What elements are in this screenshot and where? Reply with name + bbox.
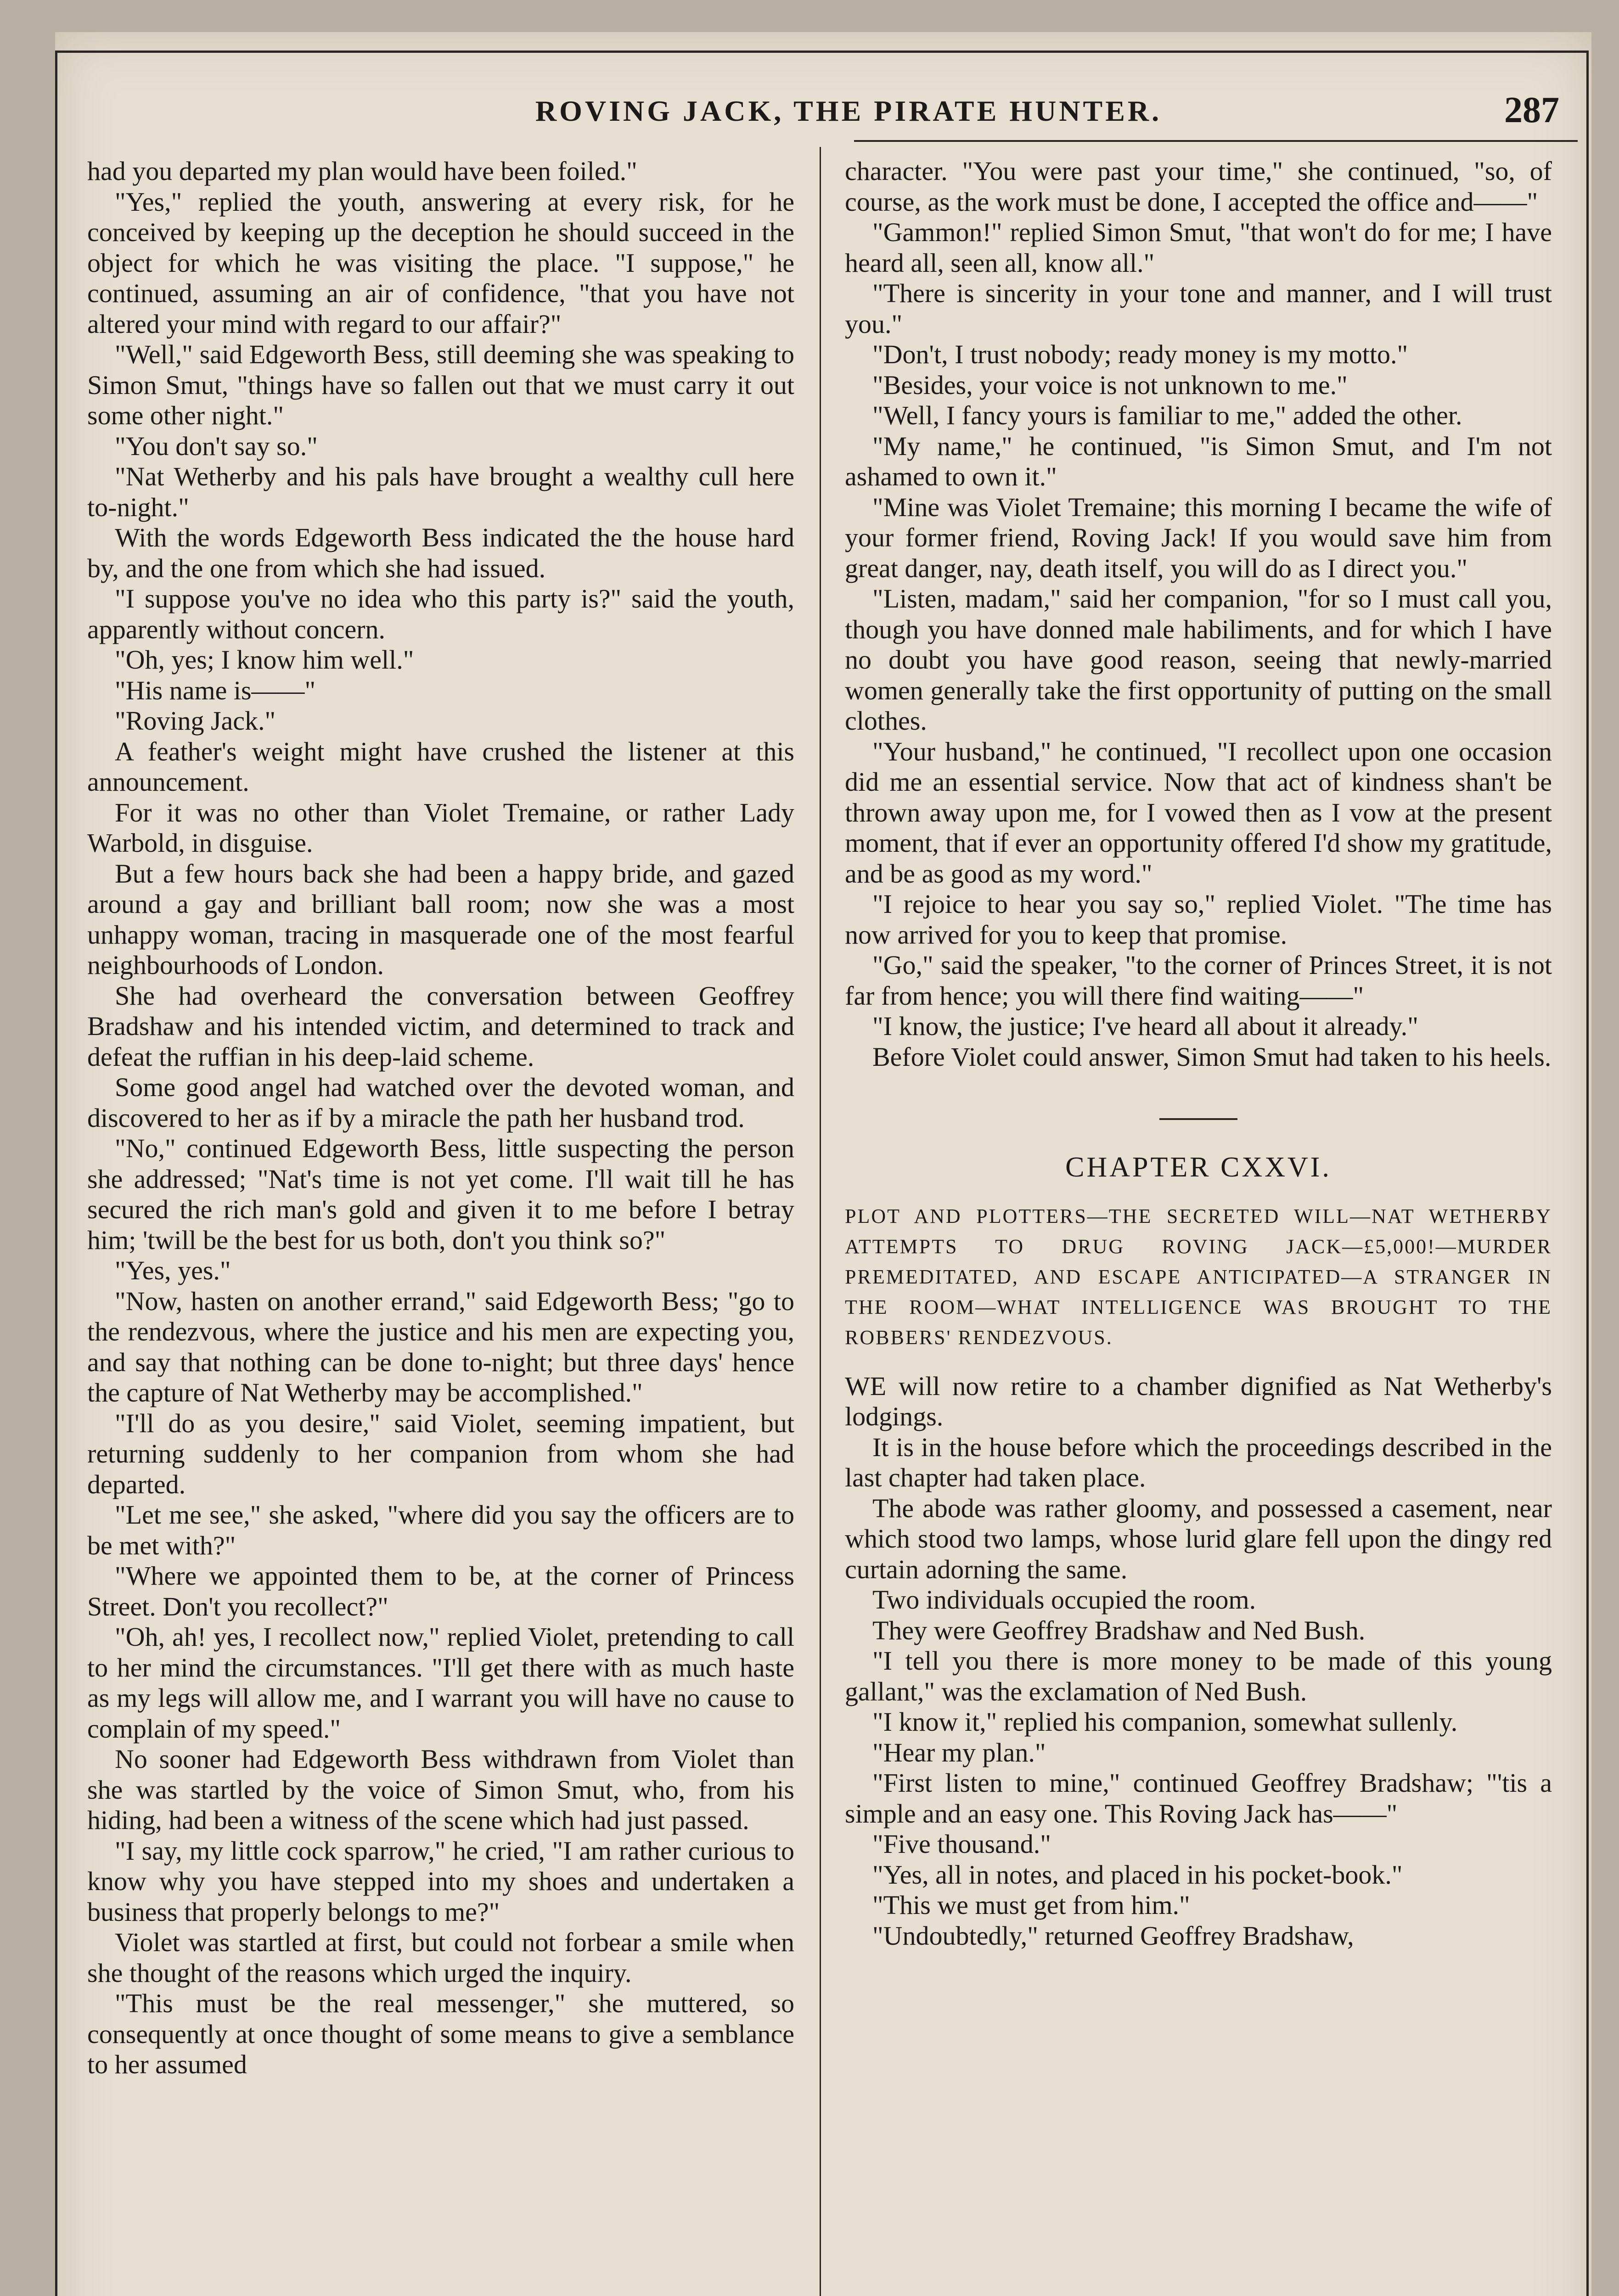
right-column (845, 156, 1552, 2296)
scene-break-rule (1159, 1118, 1237, 1120)
paragraph: "This must be the real messenger," she muttered, so consequently at once thought of some means to give a semblance to her assumed (87, 1988, 794, 2079)
paragraph: had you departed my plan would have been foiled." (87, 156, 637, 186)
paragraph: "There is sincerity in your tone and manner, and I will trust you." (845, 278, 1552, 339)
page-number: 287 (1504, 90, 1559, 130)
paragraph: "Hear my plan." (872, 1737, 1046, 1767)
chapter-synopsis: PLOT AND PLOTTERS—THE SECRETED WILL—NAT WETHERBY ATTEMPTS TO DRUG ROVING JACK—£5,000!—MURDER PREMEDITATED, AND ESCAPE ANTICIPATED—A STRANGER IN THE ROOM—WHAT INTELLIGENCE WAS BROUGHT TO THE ROBBERS' RENDEZVOUS. (845, 1204, 1552, 1349)
paragraph: No sooner had Edgeworth Bess withdrawn from Violet than she was startled by the voice of Simon Smut, who, from his hiding, had been a witness of the scene which had just passed. (87, 1744, 794, 1835)
paragraph: "I know, the justice; I've heard all about it already." (872, 1011, 1418, 1041)
paragraph: "I know it," replied his companion, somewhat sullenly. (872, 1707, 1458, 1737)
right-column-top (845, 156, 1552, 1072)
paragraph: "This we must get from him." (872, 1890, 1190, 1920)
paragraph: It is in the house before which the proceedings described in the last chapter had taken place. (845, 1432, 1552, 1492)
paragraph: Violet was startled at first, but could not forbear a smile when she thought of the reasons which urged the inquiry. (87, 1927, 794, 1988)
paragraph: "Where we appointed them to be, at the corner of Princess Street. Don't you recollect?" (87, 1561, 794, 1621)
paragraph: But a few hours back she had been a happy bride, and gazed around a gay and brilliant ball room; now she was a most unhappy woman, tracing in masquerade one of the most fearful neighbourhoods of London. (87, 858, 794, 980)
paragraph: A feather's weight might have crushed the listener at this announcement. (87, 736, 794, 797)
paragraph: character. "You were past your time," she continued, "so, of course, as the work must be done, I accepted the office and——" (845, 156, 1552, 217)
column-divider (820, 147, 821, 2296)
paragraph: "No," continued Edgeworth Bess, little suspecting the person she addressed; "Nat's time is not yet come. I'll wait till he has secured the rich man's gold and given it to me before I betray him; 'twill be the best for us both, don't you think so?" (87, 1133, 794, 1255)
paragraph: For it was no other than Violet Tremaine, or rather Lady Warbold, in disguise. (87, 797, 794, 858)
paragraph: WE will now retire to a chamber dignified as Nat Wetherby's lodgings. (845, 1371, 1552, 1431)
running-head (124, 90, 1573, 145)
header-rule (854, 140, 1578, 142)
paragraph: "Nat Wetherby and his pals have brought a wealthy cull here to-night." (87, 461, 794, 522)
paragraph: "My name," he continued, "is Simon Smut, and I'm not ashamed to own it." (845, 431, 1552, 491)
paragraph: "His name is——" (115, 675, 316, 705)
running-title: ROVING JACK, THE PIRATE HUNTER. (535, 95, 1162, 127)
paragraph: "Yes," replied the youth, answering at every risk, for he conceived by keeping up the deception he should succeed in the object for which he was visiting the place. "I suppose," he continued, assuming an air of confidence, "that you have not altered your mind with regard to our affair?" (87, 186, 794, 339)
paragraph: She had overheard the conversation between Geoffrey Bradshaw and his intended victim, and determined to track and defeat the ruffian in his deep-laid scheme. (87, 980, 794, 1072)
paragraph: "I rejoice to hear you say so," replied Violet. "The time has now arrived for you to keep that promise. (845, 889, 1552, 950)
paragraph: Two individuals occupied the room. (872, 1585, 1256, 1615)
paragraph: The abode was rather gloomy, and possessed a casement, near which stood two lamps, whose lurid glare fell upon the dingy red curtain adorning the same. (845, 1493, 1552, 1584)
paragraph: "Well, I fancy yours is familiar to me," added the other. (872, 400, 1462, 430)
paragraph: "Gammon!" replied Simon Smut, "that won't do for me; I have heard all, seen all, know all." (845, 217, 1552, 278)
paragraph: "I tell you there is more money to be made of this young gallant," was the exclamation of Ned Bush. (845, 1646, 1552, 1706)
paragraph: "Let me see," she asked, "where did you say the officers are to be met with?" (87, 1500, 794, 1560)
paragraph: "I say, my little cock sparrow," he cried, "I am rather curious to know why you have stepped into my shoes and undertaken a business that properly belongs to me?" (87, 1835, 794, 1927)
paragraph: "Yes, all in notes, and placed in his pocket-book." (872, 1859, 1403, 1890)
paragraph: "You don't say so." (115, 431, 318, 461)
paragraph: "First listen to mine," continued Geoffrey Bradshaw; "'tis a simple and an easy one. This Roving Jack has——" (845, 1768, 1552, 1829)
paragraph: "Undoubtedly," returned Geoffrey Bradshaw, (872, 1920, 1354, 1951)
chapter-heading: CHAPTER CXXVI. (1065, 1152, 1332, 1183)
left-column (87, 156, 794, 2296)
paragraph: "Five thousand." (872, 1829, 1051, 1859)
paragraph: "Go," said the speaker, "to the corner of Princes Street, it is not far from hence; you will there find waiting——" (845, 950, 1552, 1011)
paragraph: "Listen, madam," said her companion, "for so I must call you, though you have donned male habiliments, and for which I have no doubt you have good reason, seeing that newly-married women generally take the first opportunity of putting on the small clothes. (845, 584, 1552, 736)
paragraph: "Besides, your voice is not unknown to me." (872, 370, 1348, 400)
paragraph: "I suppose you've no idea who this party is?" said the youth, apparently without concern. (87, 584, 794, 644)
paragraph: "Your husband," he continued, "I recollect upon one occasion did me an essential service. Now that act of kindness shan't be thrown away upon me, for I vowed then as I vow at the present moment, that if ever an opportunity offered I'd show my gratitude, and be as good as my word." (845, 736, 1552, 889)
paragraph: "I'll do as you desire," said Violet, seeming impatient, but returning suddenly to her companion from whom she had departed. (87, 1408, 794, 1499)
paragraph: "Oh, ah! yes, I recollect now," replied Violet, pretending to call to her mind the circumstances. "I'll get there with as much haste as my legs will allow me, and I warrant you will have no cause to complain of my speed." (87, 1622, 794, 1744)
paragraph: "Oh, yes; I know him well." (115, 645, 414, 675)
paragraph: "Now, hasten on another errand," said Edgeworth Bess; "go to the rendezvous, where the justice and his men are expecting you, and say that nothing can be done to-night; but three days' hence the capture of Nat Wetherby may be accomplished." (87, 1286, 794, 1407)
paragraph: "Mine was Violet Tremaine; this morning I became the wife of your former friend, Roving Jack! If you would save him from great danger, nay, death itself, you will do as I direct you." (845, 492, 1552, 583)
paragraph: They were Geoffrey Bradshaw and Ned Bush. (872, 1615, 1366, 1645)
paragraph: "Well," said Edgeworth Bess, still deeming she was speaking to Simon Smut, "things have so fallen out that we must carry it out some other night." (87, 339, 794, 430)
paragraph: Before Violet could answer, Simon Smut had taken to his heels. (872, 1041, 1552, 1072)
paragraph: "Don't, I trust nobody; ready money is my motto." (872, 339, 1408, 369)
book-page (55, 32, 1591, 2296)
paragraph: "Roving Jack." (115, 706, 276, 736)
paragraph: Some good angel had watched over the devoted woman, and discovered to her as if by a miracle the path her husband trod. (87, 1072, 794, 1133)
right-column-bottom (845, 1371, 1552, 1952)
paragraph: "Yes, yes." (115, 1255, 231, 1285)
paragraph: With the words Edgeworth Bess indicated the the house hard by, and the one from which she had issued. (87, 523, 794, 583)
